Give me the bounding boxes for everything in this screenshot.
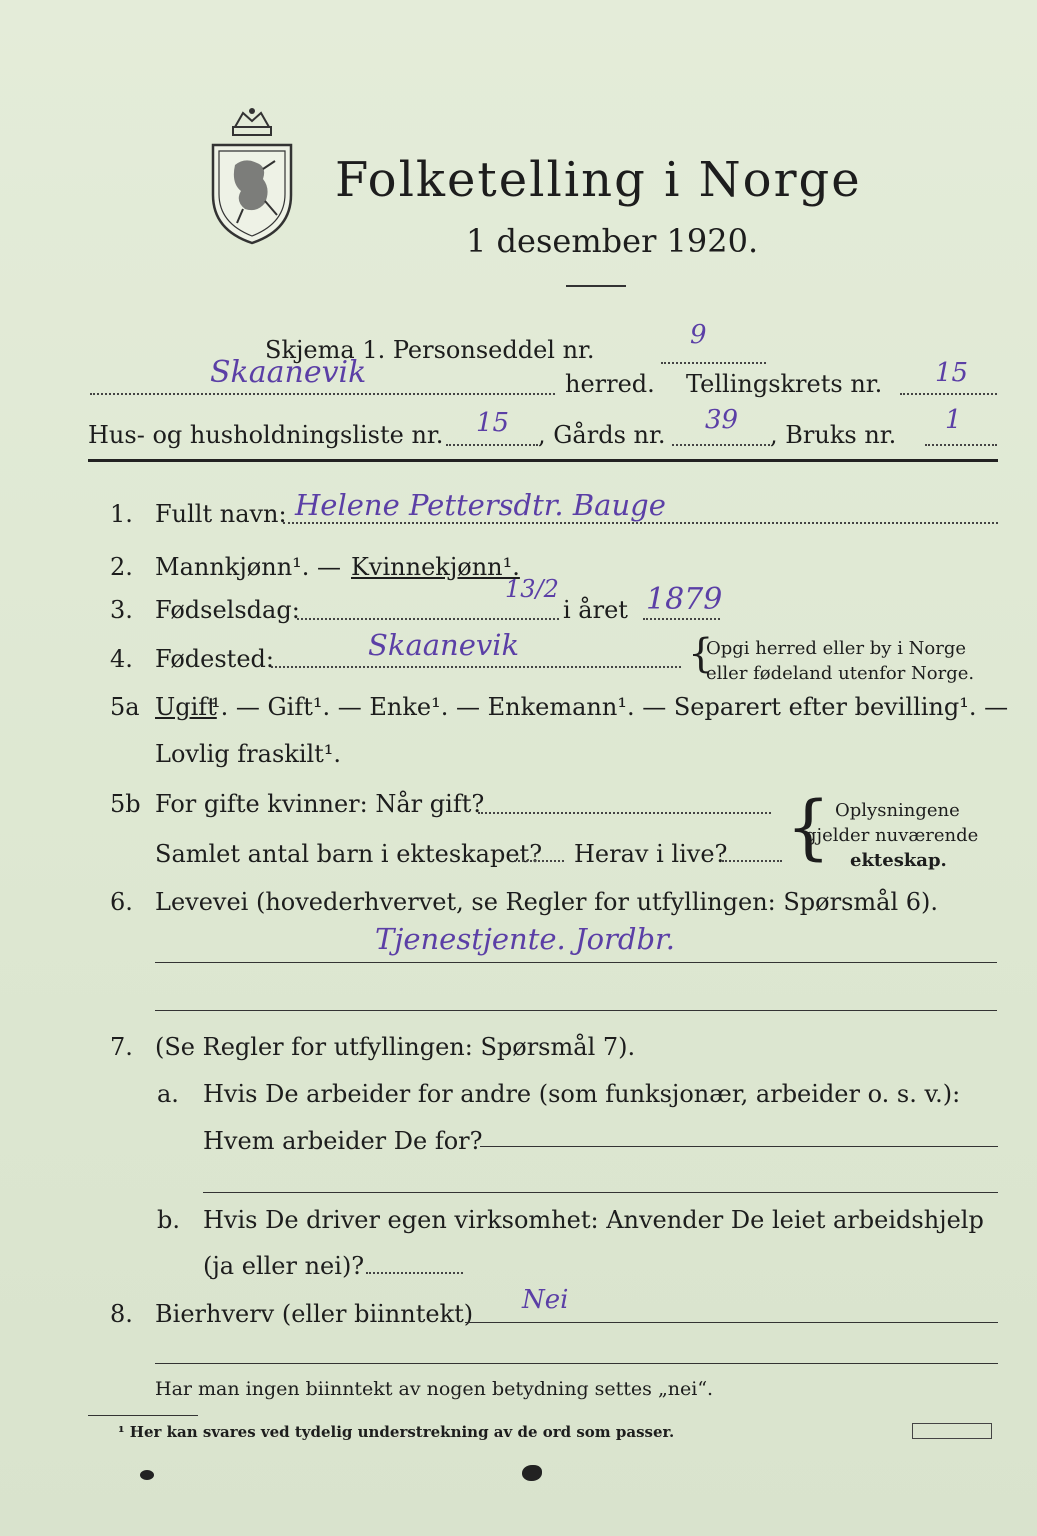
occupation-value: Tjenestjente. Jordbr.	[375, 922, 675, 956]
schema-label: Skjema 1. Personseddel nr.	[265, 336, 595, 364]
q7a-label: Hvis De arbeider for andre (som funksjonær, arbeider o. s. v.):	[203, 1080, 961, 1108]
q4-label: Fødested:	[155, 645, 274, 673]
full-name-field[interactable]	[283, 522, 998, 524]
q5b-note-1: Oplysningene	[835, 800, 960, 821]
bruks-field[interactable]	[925, 444, 997, 446]
gards-label: , Gårds nr.	[538, 421, 666, 449]
children-count-field[interactable]	[514, 860, 564, 862]
birthday-field[interactable]	[297, 618, 559, 620]
footnote: ¹ Her kan svares ved tydelig understrekning av de ord som passer.	[118, 1423, 675, 1441]
married-when-field[interactable]	[478, 812, 771, 814]
coat-of-arms-icon	[205, 105, 300, 245]
q5a-options: ¹. — Gift¹. — Enke¹. — Enkemann¹. — Separert efter bevilling¹. —	[211, 693, 1009, 721]
side-income-field[interactable]	[465, 1322, 998, 1323]
q5b-label-3: Herav i live?	[574, 840, 728, 868]
page-title: Folketelling i Norge	[335, 152, 862, 208]
herred-value: Skaanevik	[210, 355, 367, 390]
q6-label: Levevei (hovederhvervet, se Regler for utfyllingen: Spørsmål 6).	[155, 888, 939, 916]
herred-field[interactable]	[90, 393, 555, 395]
q1-number: 1.	[110, 500, 133, 528]
title-divider	[566, 285, 626, 287]
husliste-value: 15	[476, 408, 510, 438]
tellingskrets-value: 15	[935, 358, 969, 388]
gards-value: 39	[705, 405, 739, 435]
birth-year-value: 1879	[646, 582, 723, 617]
tellingskrets-field[interactable]	[900, 393, 997, 395]
husliste-field[interactable]	[446, 444, 538, 446]
employer-line-2[interactable]	[203, 1192, 998, 1193]
q5a-number: 5a	[110, 693, 140, 721]
bruks-value: 1	[945, 405, 962, 435]
header-rule	[88, 459, 998, 462]
q7a-question: Hvem arbeider De for?	[203, 1127, 483, 1155]
q3-number: 3.	[110, 596, 133, 624]
herred-label: herred.	[565, 370, 655, 398]
q8-number: 8.	[110, 1300, 133, 1328]
birthplace-value: Skaanevik	[368, 628, 520, 662]
employer-field[interactable]	[480, 1146, 998, 1147]
full-name-value: Helene Pettersdtr. Bauge	[295, 488, 666, 522]
q1-label: Fullt navn:	[155, 500, 287, 528]
q2-female[interactable]: Kvinnekjønn¹.	[351, 553, 520, 581]
q6-number: 6.	[110, 888, 133, 916]
brace: {	[688, 631, 714, 677]
q3-label: Fødselsdag:	[155, 596, 300, 624]
ink-mark	[522, 1465, 542, 1481]
occupation-line-2[interactable]	[155, 1010, 997, 1011]
q7b-question: (ja eller nei)?	[203, 1252, 365, 1280]
census-date: 1 desember 1920.	[466, 222, 759, 260]
husliste-label: Hus- og husholdningsliste nr.	[88, 421, 444, 449]
personseddel-field[interactable]	[661, 362, 766, 364]
q7-number: 7.	[110, 1033, 133, 1061]
q7b-number: b.	[157, 1206, 180, 1234]
personseddel-value: 9	[690, 320, 707, 350]
brace-5b: {	[786, 786, 831, 868]
q5a-line2: Lovlig fraskilt¹.	[155, 740, 342, 768]
q2-number: 2.	[110, 553, 133, 581]
side-income-value: Nei	[522, 1285, 569, 1315]
occupation-line-1[interactable]	[155, 962, 997, 963]
q4-number: 4.	[110, 645, 133, 673]
tellingskrets-label: Tellingskrets nr.	[686, 370, 883, 398]
bruks-label: , Bruks nr.	[770, 421, 897, 449]
q5b-note-3: ekteskap.	[850, 850, 947, 871]
q7-label: (Se Regler for utfyllingen: Spørsmål 7).	[155, 1033, 636, 1061]
hired-help-field[interactable]	[366, 1272, 463, 1274]
q8-label: Bierhverv (eller biinntekt)	[155, 1300, 474, 1328]
q2-male: Mannkjønn¹. —	[155, 553, 342, 581]
birth-year-field[interactable]	[643, 618, 720, 620]
footer-note: Har man ingen biinntekt av nogen betydning settes „nei“.	[155, 1378, 714, 1400]
q7a-number: a.	[157, 1080, 179, 1108]
birthday-value: 13/2	[505, 575, 559, 603]
q5b-label-2: Samlet antal barn i ekteskapet?	[155, 840, 543, 868]
q7b-label: Hvis De driver egen virksomhet: Anvender De leiet arbeidshjelp	[203, 1206, 984, 1234]
q5b-note-2: gjelder nuværende	[805, 825, 979, 846]
footnote-rule	[88, 1415, 198, 1416]
birthplace-field[interactable]	[271, 666, 681, 668]
q5b-number: 5b	[110, 790, 141, 818]
year-label: i året	[563, 596, 628, 624]
side-income-line-2[interactable]	[155, 1363, 998, 1364]
birthplace-note-2: eller fødeland utenfor Norge.	[706, 663, 975, 684]
children-alive-field[interactable]	[722, 860, 782, 862]
q5a-ugift[interactable]: Ugift	[155, 693, 217, 721]
ink-mark	[140, 1470, 154, 1480]
q5b-label-1: For gifte kvinner: Når gift?	[155, 790, 485, 818]
gards-field[interactable]	[672, 444, 770, 446]
printer-stamp	[912, 1423, 992, 1439]
birthplace-note-1: Opgi herred eller by i Norge	[706, 638, 967, 659]
